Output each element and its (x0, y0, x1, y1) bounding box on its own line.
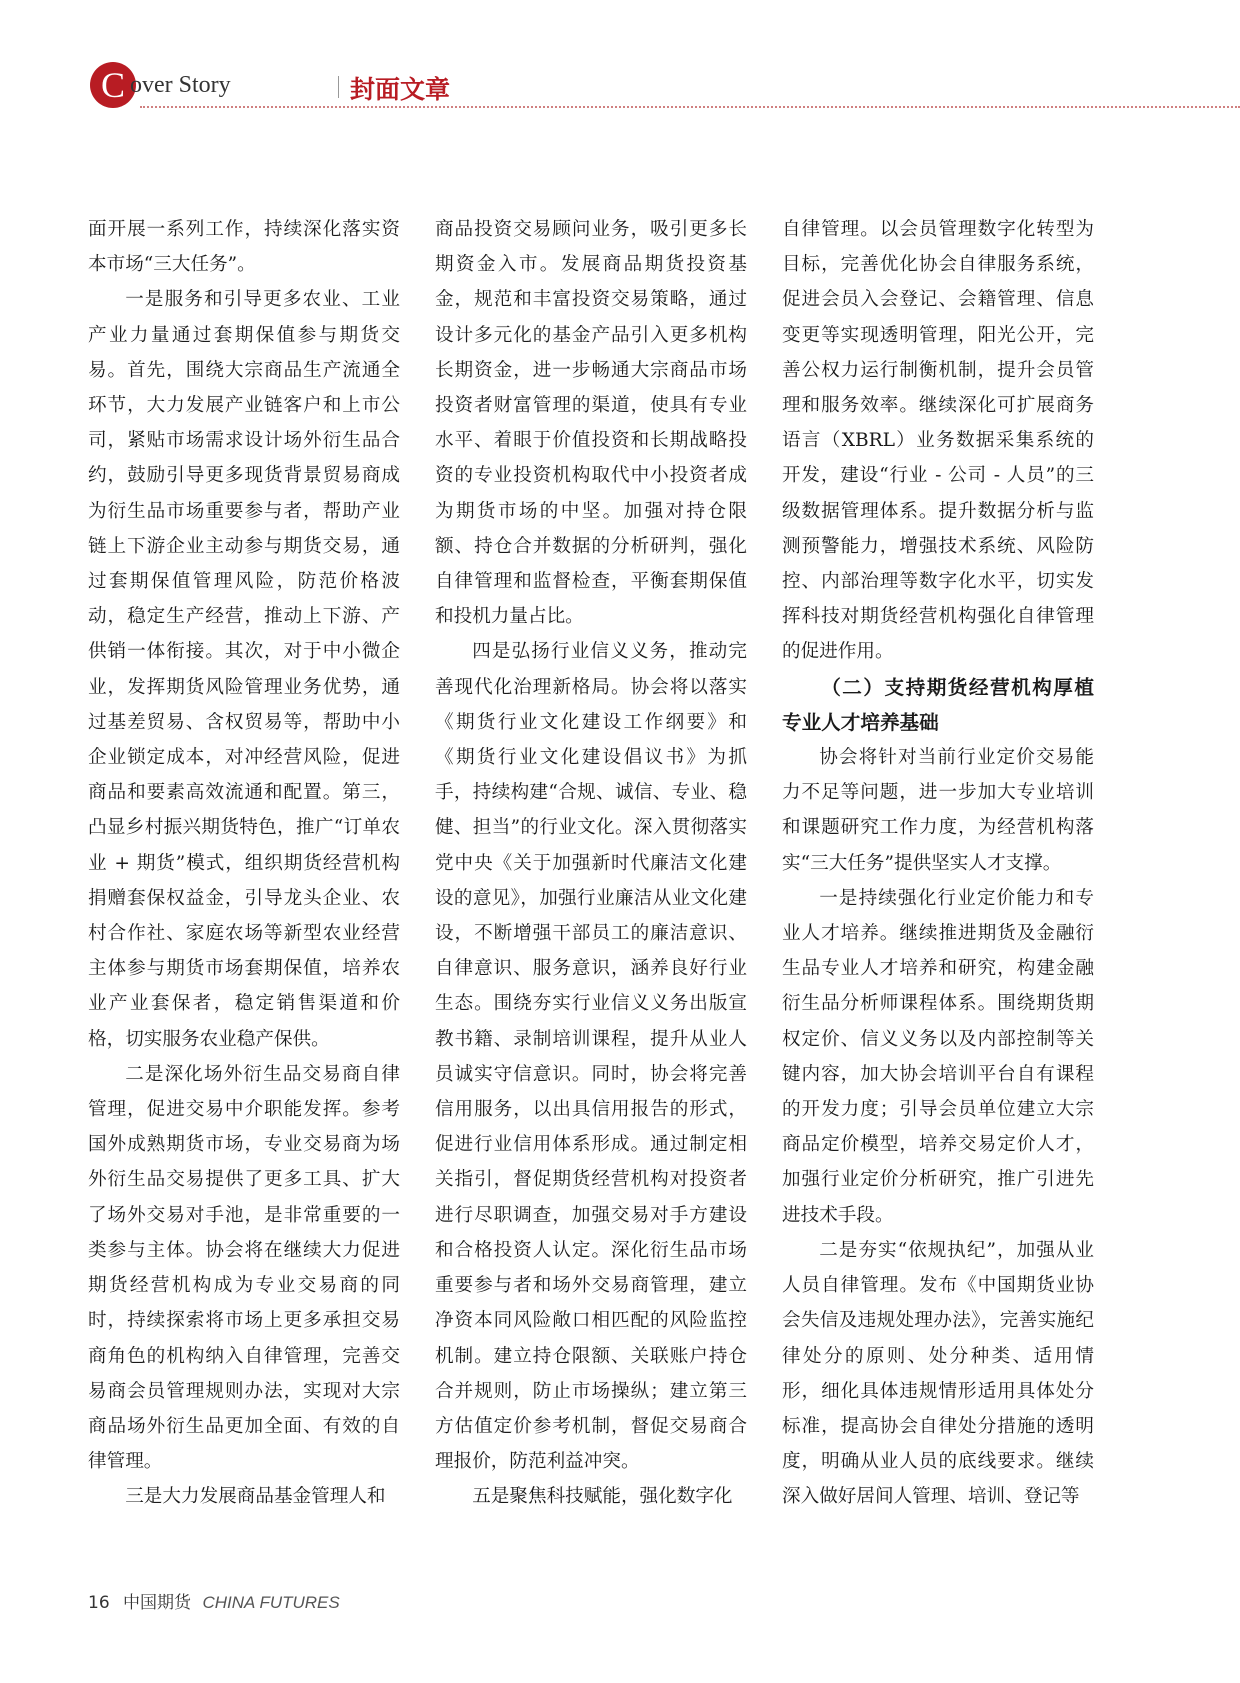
page-footer (88, 1588, 340, 1613)
paragraph: 二是深化场外衍生品交易商自律管理，促进交易中介职能发挥。参考国外成熟期货市场，专业交易商为场外衍生品交易提供了更多工具、扩大了场外交易对手池，是非常重要的一类参与主体。协会将在继续大力促进期货经营机构成为专业交易商的同时，持续探索将市场上更多承担交易商角色的机构纳入自律管理，完善交易商会员管理规则办法，实现对大宗商品场外衍生品更加全面、有效的自律管理。 (88, 1063, 400, 1473)
paragraph: 五是聚焦科技赋能，强化数字化 (472, 1486, 733, 1508)
page-header (90, 58, 1240, 118)
page-number: 16 (88, 1593, 110, 1613)
paragraph: 商品投资交易顾问业务，吸引更多长期资金入市。发展商品期货投资基金，规范和丰富投资交易策略，通过设计多元化的基金产品引入更多机构长期资金，进一步畅通大宗商品市场投资者财富管理的渠道，使具有专业水平、着眼于价值投资和长期战略投资的专业投资机构取代中小投资者成为期货市场的中坚。加强对持仓限额、持仓合并数据的分析研判，强化自律管理和监督检查，平衡套期保值和投机力量占比。 (435, 219, 747, 628)
article-column-3 (782, 212, 1094, 1522)
section-title-en: over Story (130, 72, 231, 98)
paragraph: 四是弘扬行业信义义务，推动完善现代化治理新格局。协会将以落实《期货行业文化建设工作纲要》和《期货行业文化建设倡议书》为抓手，持续构建“合规、诚信、专业、稳健、担当”的行业文化。深入贯彻落实党中央《关于加强新时代廉洁文化建设的意见》，加强行业廉洁从业文化建设，不断增强干部员工的廉洁意识、自律意识、服务意识，涵养良好行业生态。围绕夯实行业信义义务出版宣教书籍、录制培训课程，提升从业人员诚实守信意识。同时，协会将完善信用服务，以出具信用报告的形式，促进行业信用体系形成。通过制定相关指引，督促期货经营机构对投资者进行尽职调查，加强交易对手方建设和合格投资人认定。深化衍生品市场重要参与者和场外交易商管理，建立净资本同风险敞口相匹配的风险监控机制。建立持仓限额、关联账户持仓合并规则，防止市场操纵；建立第三方估值定价参考机制，督促交易商合理报价，防范利益冲突。 (435, 641, 747, 1473)
section-title-cn: 封面文章 (350, 75, 451, 104)
paragraph: 一是持续强化行业定价能力和专业人才培养。继续推进期货及金融衍生品专业人才培养和研究，构建金融衍生品分析师课程体系。围绕期货期权定价、信义义务以及内部控制等关键内容，加大协会培训平台自有课程的开发力度；引导会员单位建立大宗商品定价模型，培养交易定价人才，加强行业定价分析研究，推广引进先进技术手段。 (782, 887, 1094, 1226)
paragraph: 一是服务和引导更多农业、工业产业力量通过套期保值参与期货交易。首先，围绕大宗商品生产流通全环节，大力发展产业链客户和上市公司，紧贴市场需求设计场外衍生品合约，鼓励引导更多现货背景贸易商成为衍生品市场重要参与者，帮助产业链上下游企业主动参与期货交易，通过套期保值管理风险，防范价格波动，稳定生产经营，推动上下游、产供销一体衔接。其次，对于中小微企业，发挥期货风险管理业务优势，通过基差贸易、含权贸易等，帮助中小企业锁定成本，对冲经营风险，促进商品和要素高效流通和配置。第三，凸显乡村振兴期货特色，推广“订单农业 + 期货”模式，组织期货经营机构捐赠套保权益金，引导龙头企业、农村合作社、家庭农场等新型农业经营主体参与期货市场套期保值，培养农业产业套保者，稳定销售渠道和价格，切实服务农业稳产保供。 (88, 289, 400, 1050)
magazine-name-en: CHINA FUTURES (202, 1593, 340, 1612)
paragraph: 二是夯实“依规执纪”，加强从业人员自律管理。发布《中国期货业协会失信及违规处理办法》，完善实施纪律处分的原则、处分种类、适用情形，细化具体违规情形适用具体处分标准，提高协会自律处分措施的透明度，明确从业人员的底线要求。继续深入做好居间人管理、培训、登记等 (782, 1239, 1094, 1508)
header-divider (338, 76, 339, 98)
article-column-1 (88, 212, 400, 1522)
header-dotted-rule (140, 106, 1240, 108)
section-subheading: （二）支持期货经营机构厚植专业人才培养基础 (782, 675, 1094, 734)
cover-story-logo-icon: C (90, 62, 136, 108)
paragraph: 面开展一系列工作，持续深化落实资本市场“三大任务”。 (88, 219, 400, 276)
paragraph: 协会将针对当前行业定价交易能力不足等问题，进一步加大专业培训和课题研究工作力度，为经营机构落实“三大任务”提供坚实人才支撑。 (782, 747, 1094, 874)
paragraph: 自律管理。以会员管理数字化转型为目标，完善优化协会自律服务系统，促进会员入会登记、会籍管理、信息变更等实现透明管理，阳光公开，完善公权力运行制衡机制，提升会员管理和服务效率。继续深化可扩展商务语言（XBRL）业务数据采集系统的开发，建设“行业 - 公司 - 人员”的三级数据管理体系。提升数据分析与监测预警能力，增强技术系统、风险防控、内部治理等数字化水平，切实发挥科技对期货经营机构强化自律管理的促进作用。 (782, 219, 1094, 663)
magazine-name-cn: 中国期货 (123, 1593, 192, 1613)
paragraph: 三是大力发展商品基金管理人和 (125, 1486, 386, 1508)
article-column-2 (435, 212, 747, 1522)
